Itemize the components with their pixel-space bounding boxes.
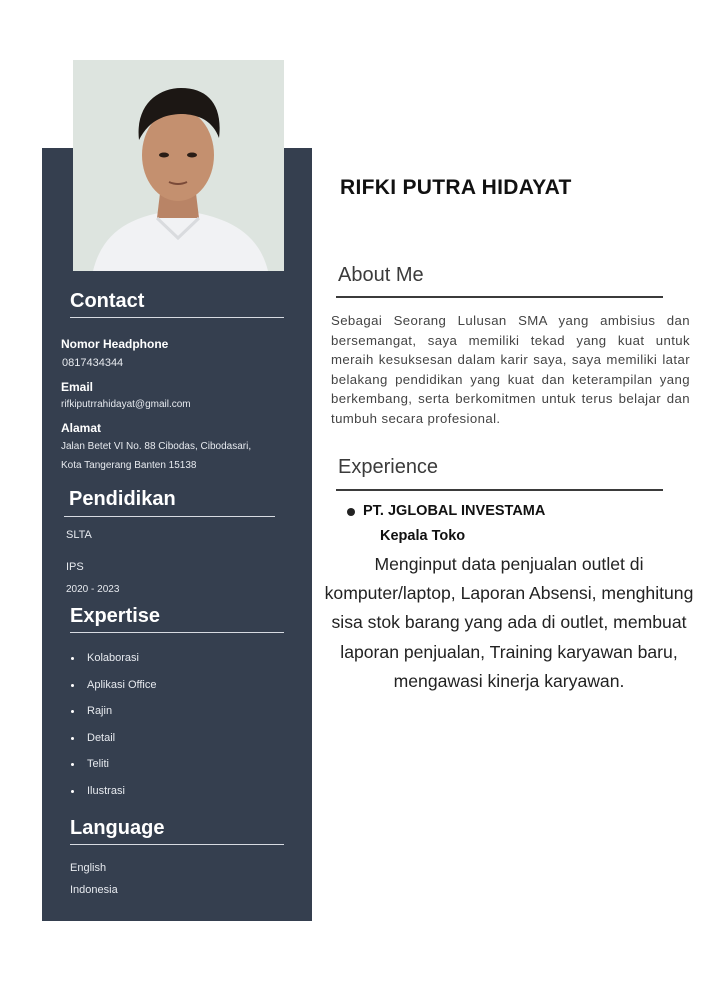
person-portrait-icon [73,60,284,271]
contact-divider [70,317,284,318]
list-item: Detail [70,728,157,755]
list-item: Kolaborasi [70,648,157,675]
experience-role: Kepala Toko [380,528,466,544]
list-item: Aplikasi Office [70,675,157,702]
contact-heading: Contact [70,290,145,312]
email-label: Email [61,380,94,394]
list-item: Rajin [70,701,157,728]
expertise-heading: Expertise [70,605,161,627]
email-value: rifkiputrrahidayat@gmail.com [61,399,191,410]
experience-divider [336,489,663,491]
expertise-divider [70,632,284,633]
list-item: Teliti [70,754,157,781]
phone-label: Nomor Headphone [61,337,169,351]
about-heading: About Me [338,264,424,286]
expertise-list [70,648,157,808]
education-level: SLTA [66,529,92,541]
list-item: Ilustrasi [70,781,157,808]
experience-description: Menginput data penjualan outlet di komputer/laptop, Laporan Absensi, menghitung sisa stok barang yang ada di outlet, membuat laporan penjualan, Training karyawan baru, mengawasi kinerja karyawan. [324,554,694,691]
page-title: RIFKI PUTRA HIDAYAT [340,176,572,199]
bullet-icon [347,508,355,516]
language-heading: Language [70,817,165,839]
address-label: Alamat [61,421,102,435]
about-text: Sebagai Seorang Lulusan SMA yang ambisius dan bersemangat, saya memiliki tekad yang kuat untuk meraih kesuksesan dalam karir saya, saya memiliki latar belakang pendidikan yang kuat dan keterampilan yang berkembang, serta berkomitmen untuk terus belajar dan tumbuh secara profesional. [331,313,690,426]
education-major: IPS [66,561,84,573]
phone-value: 0817434344 [62,357,124,369]
language-item-english: English [70,862,107,874]
education-heading: Pendidikan [69,488,176,510]
education-years: 2020 - 2023 [66,584,120,595]
experience-company: PT. JGLOBAL INVESTAMA [363,503,546,519]
language-item-indonesia: Indonesia [70,884,118,896]
language-divider [70,844,284,845]
education-divider [64,516,275,517]
experience-heading: Experience [338,456,439,478]
profile-photo [73,60,284,271]
about-divider [336,296,663,298]
address-line-2: Kota Tangerang Banten 15138 [61,460,197,471]
address-line-1: Jalan Betet VI No. 88 Cibodas, Cibodasari, [61,441,252,452]
